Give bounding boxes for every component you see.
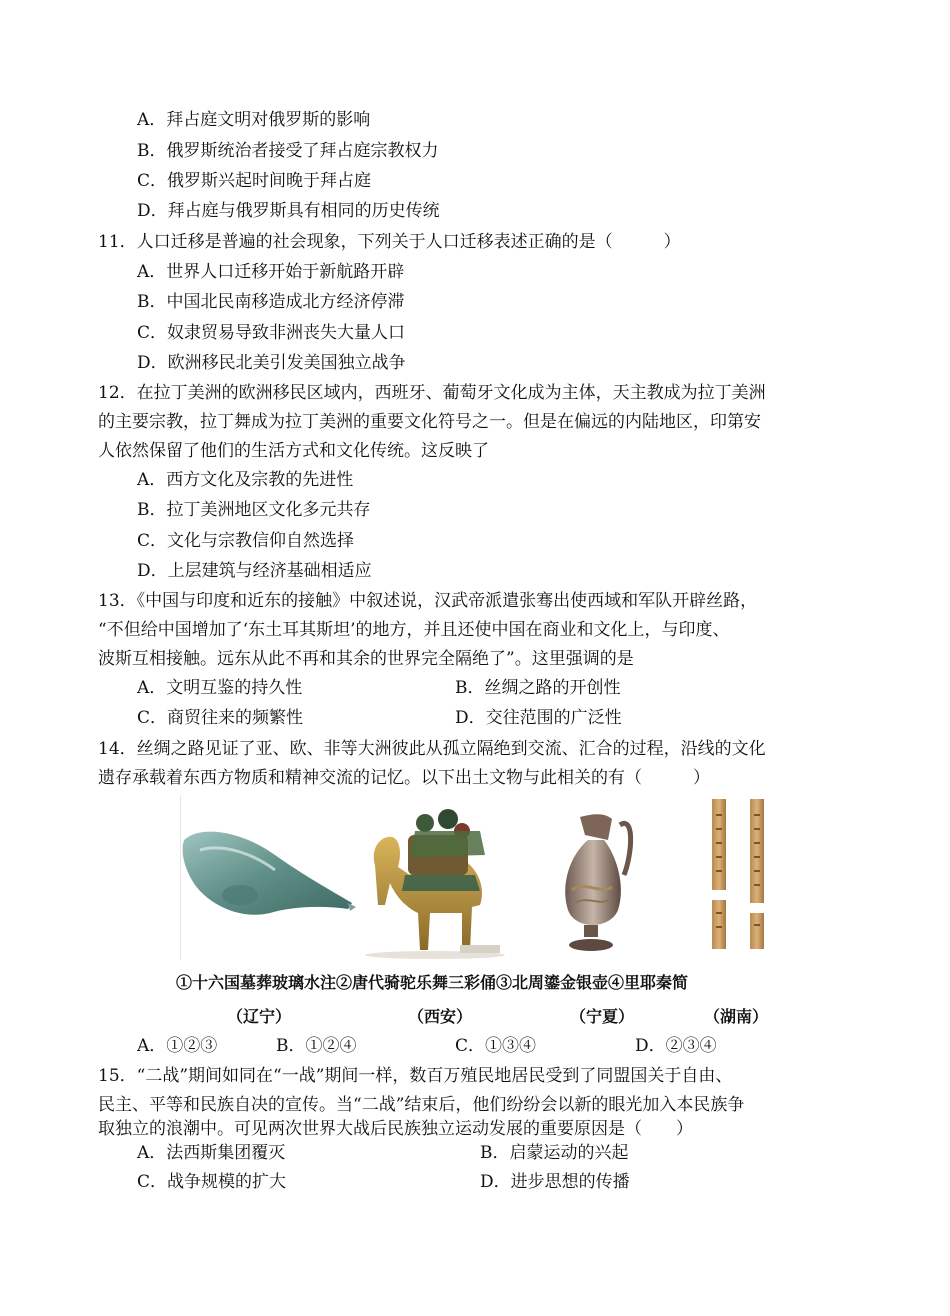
q11-option-a: A．世界人口迁移开始于新航路开辟	[137, 262, 405, 282]
q11-option-d: D．欧洲移民北美引发美国独立战争	[137, 353, 406, 373]
q12-stem-line3: 人依然保留了他们的生活方式和文化传统。这反映了	[98, 441, 489, 461]
q14-caption-place-4: （湖南）	[704, 1007, 769, 1026]
q15-stem-line1: 15．“二战”期间如同在“一战”期间一样，数百万殖民地居民受到了同盟国关于自由、	[98, 1066, 733, 1086]
q15-option-c: C．战争规模的扩大	[137, 1172, 287, 1192]
q15-stem-line2: 民主、平等和民族自决的宣传。当“二战”结束后，他们纷纷会以新的眼光加入本民族争	[98, 1095, 745, 1115]
q12-stem-line2: 的主要宗教，拉丁舞成为拉丁美洲的重要文化符号之一。但是在偏远的内陆地区，印第安	[98, 412, 761, 432]
q12-option-b: B．拉丁美洲地区文化多元共存	[137, 500, 371, 520]
q13-option-c: C．商贸往来的频繁性	[137, 708, 304, 728]
q14-option-b: B．①②④	[276, 1036, 357, 1056]
q11-stem: 11．人口迁移是普遍的社会现象，下列关于人口迁移表述正确的是（ ）	[98, 232, 681, 252]
q15-stem-line3: 取独立的浪潮中。可见两次世界大战后民族独立运动发展的重要原因是（ ）	[98, 1119, 693, 1139]
q14-caption-place-3: （宁夏）	[570, 1007, 635, 1026]
q14-option-a: A．①②③	[137, 1036, 218, 1056]
q14-option-c: C．①③④	[455, 1036, 537, 1056]
q14-stem-line1: 14．丝绸之路见证了亚、欧、非等大洲彼此从孤立隔绝到交流、汇合的过程，沿线的文化	[98, 739, 766, 759]
q13-stem-line1: 13．《中国与印度和近东的接触》中叙述说，汉武帝派遣张骞出使西域和军队开辟丝路，	[98, 591, 758, 611]
q15-option-b: B．启蒙运动的兴起	[480, 1143, 629, 1163]
q12-stem-line1: 12．在拉丁美洲的欧洲移民区域内，西班牙、葡萄牙文化成为主体，天主教成为拉丁美洲	[98, 383, 766, 403]
q10-option-a: A．拜占庭文明对俄罗斯的影响	[137, 110, 371, 130]
q10-option-d: D．拜占庭与俄罗斯具有相同的历史传统	[137, 201, 440, 221]
q14-caption-place-1: （辽宁）	[227, 1007, 292, 1026]
q10-option-b: B．俄罗斯统治者接受了拜占庭宗教权力	[137, 141, 439, 161]
q11-option-b: B．中国北民南移造成北方经济停滞	[137, 292, 405, 312]
q14-option-d: D．②③④	[635, 1036, 717, 1056]
q10-option-c: C．俄罗斯兴起时间晚于拜占庭	[137, 171, 372, 191]
q14-caption-artifacts: ①十六国墓葬玻璃水注②唐代骑驼乐舞三彩俑③北周鎏金银壶④里耶秦简	[176, 973, 689, 992]
q12-option-d: D．上层建筑与经济基础相适应	[137, 561, 372, 581]
q13-option-d: D．交往范围的广泛性	[455, 708, 622, 728]
q13-stem-line2: “不但给中国增加了‘东土耳其斯坦’的地方，并且还使中国在商业和文化上，与印度、	[98, 620, 730, 640]
q12-option-c: C．文化与宗教信仰自然选择	[137, 531, 355, 551]
q13-option-b: B．丝绸之路的开创性	[455, 678, 621, 698]
q13-stem-line3: 波斯互相接触。远东从此不再和其余的世界完全隔绝了”。这里强调的是	[98, 649, 634, 669]
q14-caption-place-2: （西安）	[408, 1007, 473, 1026]
q13-option-a: A．文明互鉴的持久性	[137, 678, 303, 698]
q15-option-d: D．进步思想的传播	[480, 1172, 630, 1192]
q11-option-c: C．奴隶贸易导致非洲丧失大量人口	[137, 323, 406, 343]
q15-option-a: A．法西斯集团覆灭	[137, 1143, 286, 1163]
artifacts-figure	[180, 795, 775, 960]
q12-option-a: A．西方文化及宗教的先进性	[137, 470, 354, 490]
q14-stem-line2: 遗存承载着东西方物质和精神交流的记忆。以下出土文物与此相关的有（ ）	[98, 768, 710, 788]
